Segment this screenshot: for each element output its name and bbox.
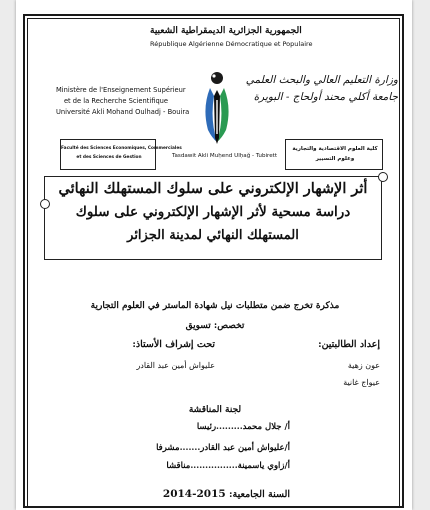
university-arabic: جامعة أكلي محند أولحاج - البويرة [253, 91, 398, 103]
faculty-arabic-line2: وعلوم التسيير [315, 156, 355, 162]
student-name: عيواج غانية [343, 378, 380, 387]
committee-member: أ/عليواش أمين عبد القادر.......مشرفا [156, 443, 290, 453]
supervisor-name: عليواش أمين عبد القادر [136, 361, 215, 370]
thesis-title-line1: أثر الإشهار الإلكتروني على سلوك المستهلك النهائي [58, 180, 368, 197]
thesis-title-line2: دراسة مسحية لأثر الإشهار الإلكتروني على سلوك [75, 204, 351, 220]
supervisor-label: تحت إشراف الأستاذ: [132, 339, 215, 350]
committee-member: أ/ جلال محمد.........رئيسا [196, 422, 290, 432]
ministry-french [56, 85, 190, 118]
students-label: إعداد الطالبتين: [318, 339, 380, 350]
ministry-french-line2: et de la Recherche Scientifique [63, 97, 169, 105]
faculty-french-line2: et des Sciences de Gestion [76, 155, 142, 160]
logo-caption: Tasdawit Akli Muḥend Ulḥağ - Tubirett [172, 153, 278, 159]
ministry-arabic-line1: وزارة التعليم العالي والبحث العلمي [245, 74, 398, 86]
faculty-arabic-line1: كلية العلوم الاقتصادية والتجارية [292, 146, 378, 152]
university-logo-icon [192, 60, 242, 150]
faculty-box-arabic [285, 139, 383, 170]
ministry-french-line1: Ministère de l'Enseignement Supérieur [56, 86, 186, 94]
faculty-box-french [60, 139, 182, 170]
thesis-title-line3: المستهلك النهائي لمدينة الجزائر [127, 228, 299, 243]
student-name: عون زهية [347, 361, 380, 370]
republic-arabic: الجمهورية الجزائرية الديمقراطية الشعبية [150, 26, 302, 36]
ministry-arabic [245, 72, 398, 106]
faculty-french-line1: Faculté des Sciences Economiques, Commerciales [61, 146, 182, 151]
specialty: تخصص: تسويق [185, 321, 245, 331]
academic-year-value: 2014-2015 [162, 488, 226, 500]
academic-year [150, 488, 290, 500]
academic-year-label: السنة الجامعية: [229, 489, 290, 500]
committee-member: أ/زاوي ياسمينة................مناقشا [166, 461, 290, 471]
committee-title: لجنة المناقشة [188, 405, 242, 415]
university-french: Université Akli Mohand Oulhadj - Bouira [56, 108, 190, 116]
republic-french: République Algérienne Démocratique et Populaire [150, 40, 313, 48]
thesis-memo: مذكرة تخرج ضمن متطلبات نيل شهادة الماستر في العلوم التجارية [90, 301, 340, 311]
